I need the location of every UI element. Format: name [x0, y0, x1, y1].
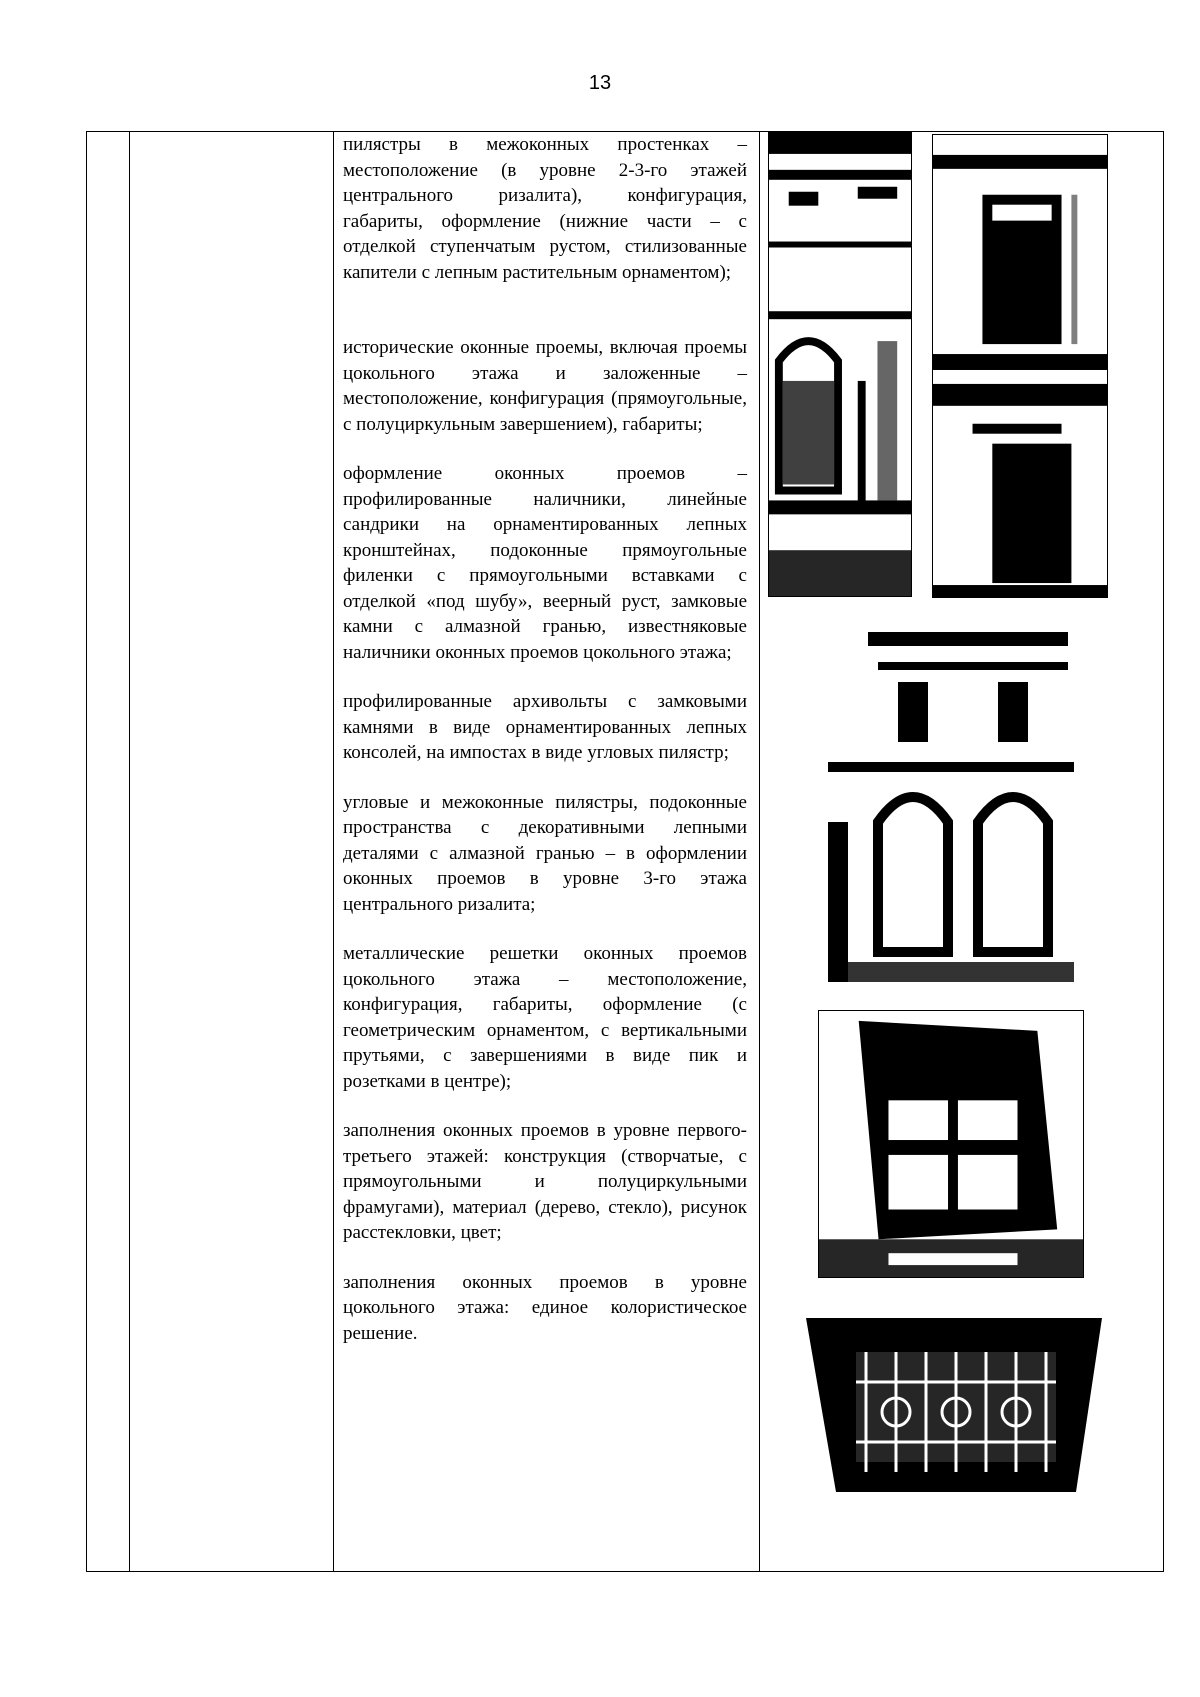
photo-basement-grille: [806, 1312, 1102, 1508]
paragraph-pilasters: пилястры в межоконных простенках – местоположение (в уровне 2-3-го этажей центрального ризалита), конфигурация, габариты, оформление (нижние части – с отделкой ступенчатым рустом, стилизованные капители с лепным растительным орнаментом);: [343, 134, 747, 283]
paragraph-window-fillings: заполнения оконных проемов в уровне первого-третьего этажей: конструкция (створчатые, с прямоугольными и полуциркульными фрамугами), материал (дерево, стекло), рисунок расстекловки, цвет;: [343, 1120, 747, 1243]
paragraph-window-openings: исторические оконные проемы, включая проемы цокольного этажа и заложенные – местоположение, конфигурация (прямоугольные, с полуциркульным завершением), габариты;: [343, 337, 747, 435]
photo-window-grille: [818, 1010, 1084, 1278]
paragraph-metal-grilles: металлические решетки оконных проемов цокольного этажа – местоположение, конфигурация, габариты, оформление (с геометрическим орнаментом, с вертикальными прутьями, с завершениями в виде пик и розетками в центре);: [343, 943, 747, 1092]
column-divider-2: [333, 132, 334, 1571]
photo-archivolts: [828, 622, 1074, 982]
column-divider-1: [129, 132, 130, 1571]
paragraph-corner-pilasters: угловые и межоконные пилястры, подоконные пространства с декоративными лепными деталями с алмазной гранью – в оформлении оконных проемов в уровне 3-го этажа центрального ризалита;: [343, 791, 747, 915]
photo-window-detail: [932, 134, 1108, 598]
column-divider-3: [759, 132, 760, 1571]
photo-facade-arched-windows: [768, 131, 912, 597]
page-number: 13: [588, 72, 612, 94]
paragraph-basement-fillings: заполнения оконных проемов в уровне цокольного этажа: единое колористическое решение.: [343, 1271, 747, 1344]
description-cell: [343, 132, 747, 1370]
paragraph-window-decoration: оформление оконных проемов – профилированные наличники, линейные сандрики на орнаментированных лепных кронштейнах, подоконные прямоугольные филенки с прямоугольными вставками с отделкой «под шубу», веерный руст, замковые камни с алмазной гранью, известняковые наличники оконных проемов цокольного этажа;: [343, 463, 747, 663]
paragraph-archivolts: профилированные архивольты с замковыми камнями в виде орнаментированных лепных консолей, на импостах в виде угловых пилястр;: [343, 691, 747, 763]
